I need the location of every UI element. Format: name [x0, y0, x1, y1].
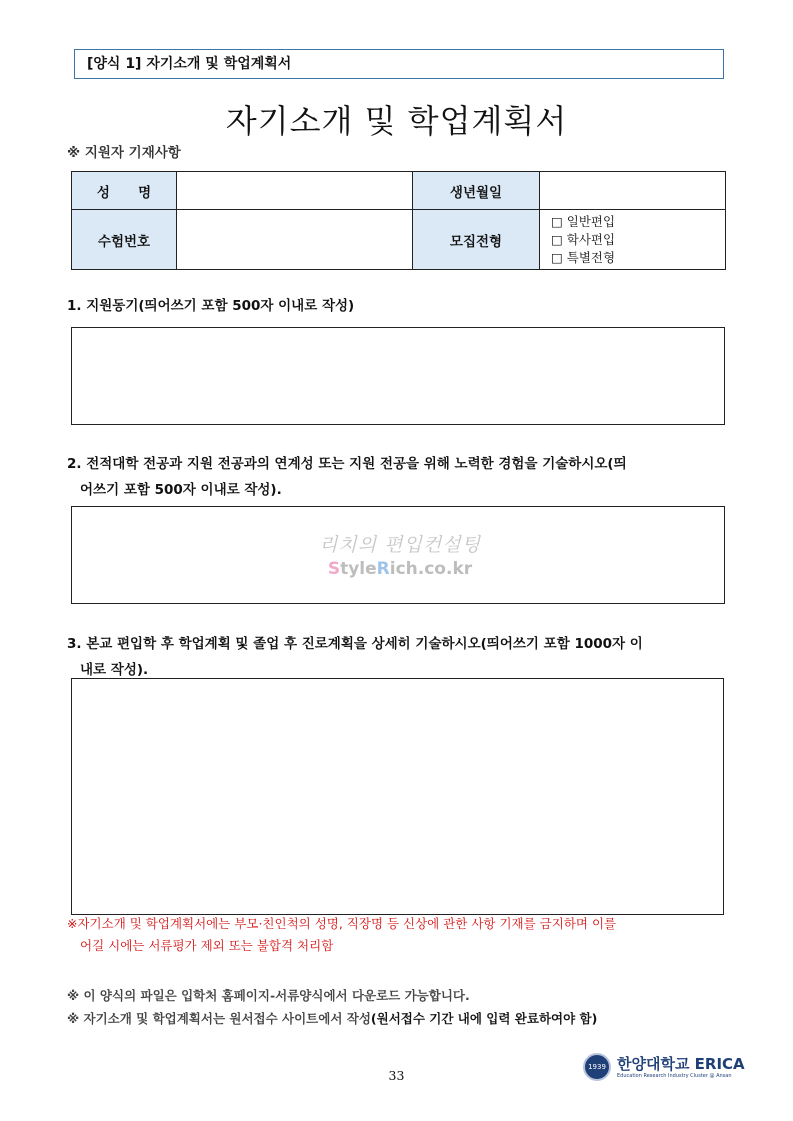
note-download: ※ 이 양식의 파일은 입학처 홈페이지-서류양식에서 다운로드 가능합니다. [67, 988, 470, 1003]
university-logo [583, 1053, 743, 1085]
warning-notice [67, 913, 727, 957]
question-2-line2: 어쓰기 포함 500자 이내로 작성). [80, 482, 282, 498]
warning-line1: ※자기소개 및 학업계획서에는 부모·친인척의 성명, 직장명 등 신상에 관한 사항 기재를 금지하며 이를 [67, 916, 617, 931]
question-1 [67, 293, 354, 319]
question-2 [67, 451, 627, 503]
logo-tagline: Education Research Industry Cluster @ Ansan [617, 1073, 732, 1079]
option-general-transfer[interactable]: □ 일반편입 [551, 213, 616, 229]
watermark-text: 리치의 편입컨설팅 [319, 534, 481, 556]
warning-line2: 어길 시에는 서류평가 제외 또는 불합격 처리함 [80, 938, 334, 953]
question-3 [67, 631, 643, 683]
watermark-brand: StyleRich.co.kr [327, 559, 473, 579]
exam-number-field[interactable] [177, 210, 413, 270]
note-submission: ※ 자기소개 및 학업계획서는 원서접수 사이트에서 작성(원서접수 기간 내에 입력 완료하여야 함) [67, 1011, 598, 1026]
answer-box-3[interactable] [71, 678, 724, 915]
name-label: 성 명 [72, 172, 177, 210]
name-field[interactable] [177, 172, 413, 210]
birthdate-label: 생년월일 [413, 172, 540, 210]
answer-box-1[interactable] [71, 327, 725, 425]
applicant-info-table [71, 171, 726, 270]
applicant-section-heading: ※ 지원자 기재사항 [67, 145, 181, 161]
page-title: 자기소개 및 학업계획서 [225, 102, 568, 140]
form-label: [양식 1] 자기소개 및 학업계획서 [74, 49, 724, 79]
question-2-line1: 2. 전적대학 전공과 지원 전공과의 연계성 또는 지원 전공을 위해 노력한 경험을 기술하시오(띄 [67, 456, 627, 472]
admission-type-options [540, 210, 726, 270]
option-special-admission[interactable]: □ 특별전형 [551, 249, 616, 265]
admission-type-label: 모집전형 [413, 210, 540, 270]
question-3-line2: 내로 작성). [80, 662, 149, 678]
watermark [280, 530, 520, 579]
exam-number-label: 수험번호 [72, 210, 177, 270]
logo-name: 한양대학교 ERICA [617, 1055, 745, 1073]
university-seal-icon: 1939 [583, 1053, 611, 1081]
question-1-text: 1. 지원동기(띄어쓰기 포함 500자 이내로 작성) [67, 298, 355, 314]
birthdate-field[interactable] [540, 172, 726, 210]
question-3-line1: 3. 본교 편입학 후 학업계획 및 졸업 후 진로계획을 상세히 기술하시오(띄어쓰기 포함 1000자 이 [67, 636, 643, 652]
page-number: 33 [388, 1068, 405, 1083]
option-bachelor-transfer[interactable]: □ 학사편입 [551, 231, 616, 247]
